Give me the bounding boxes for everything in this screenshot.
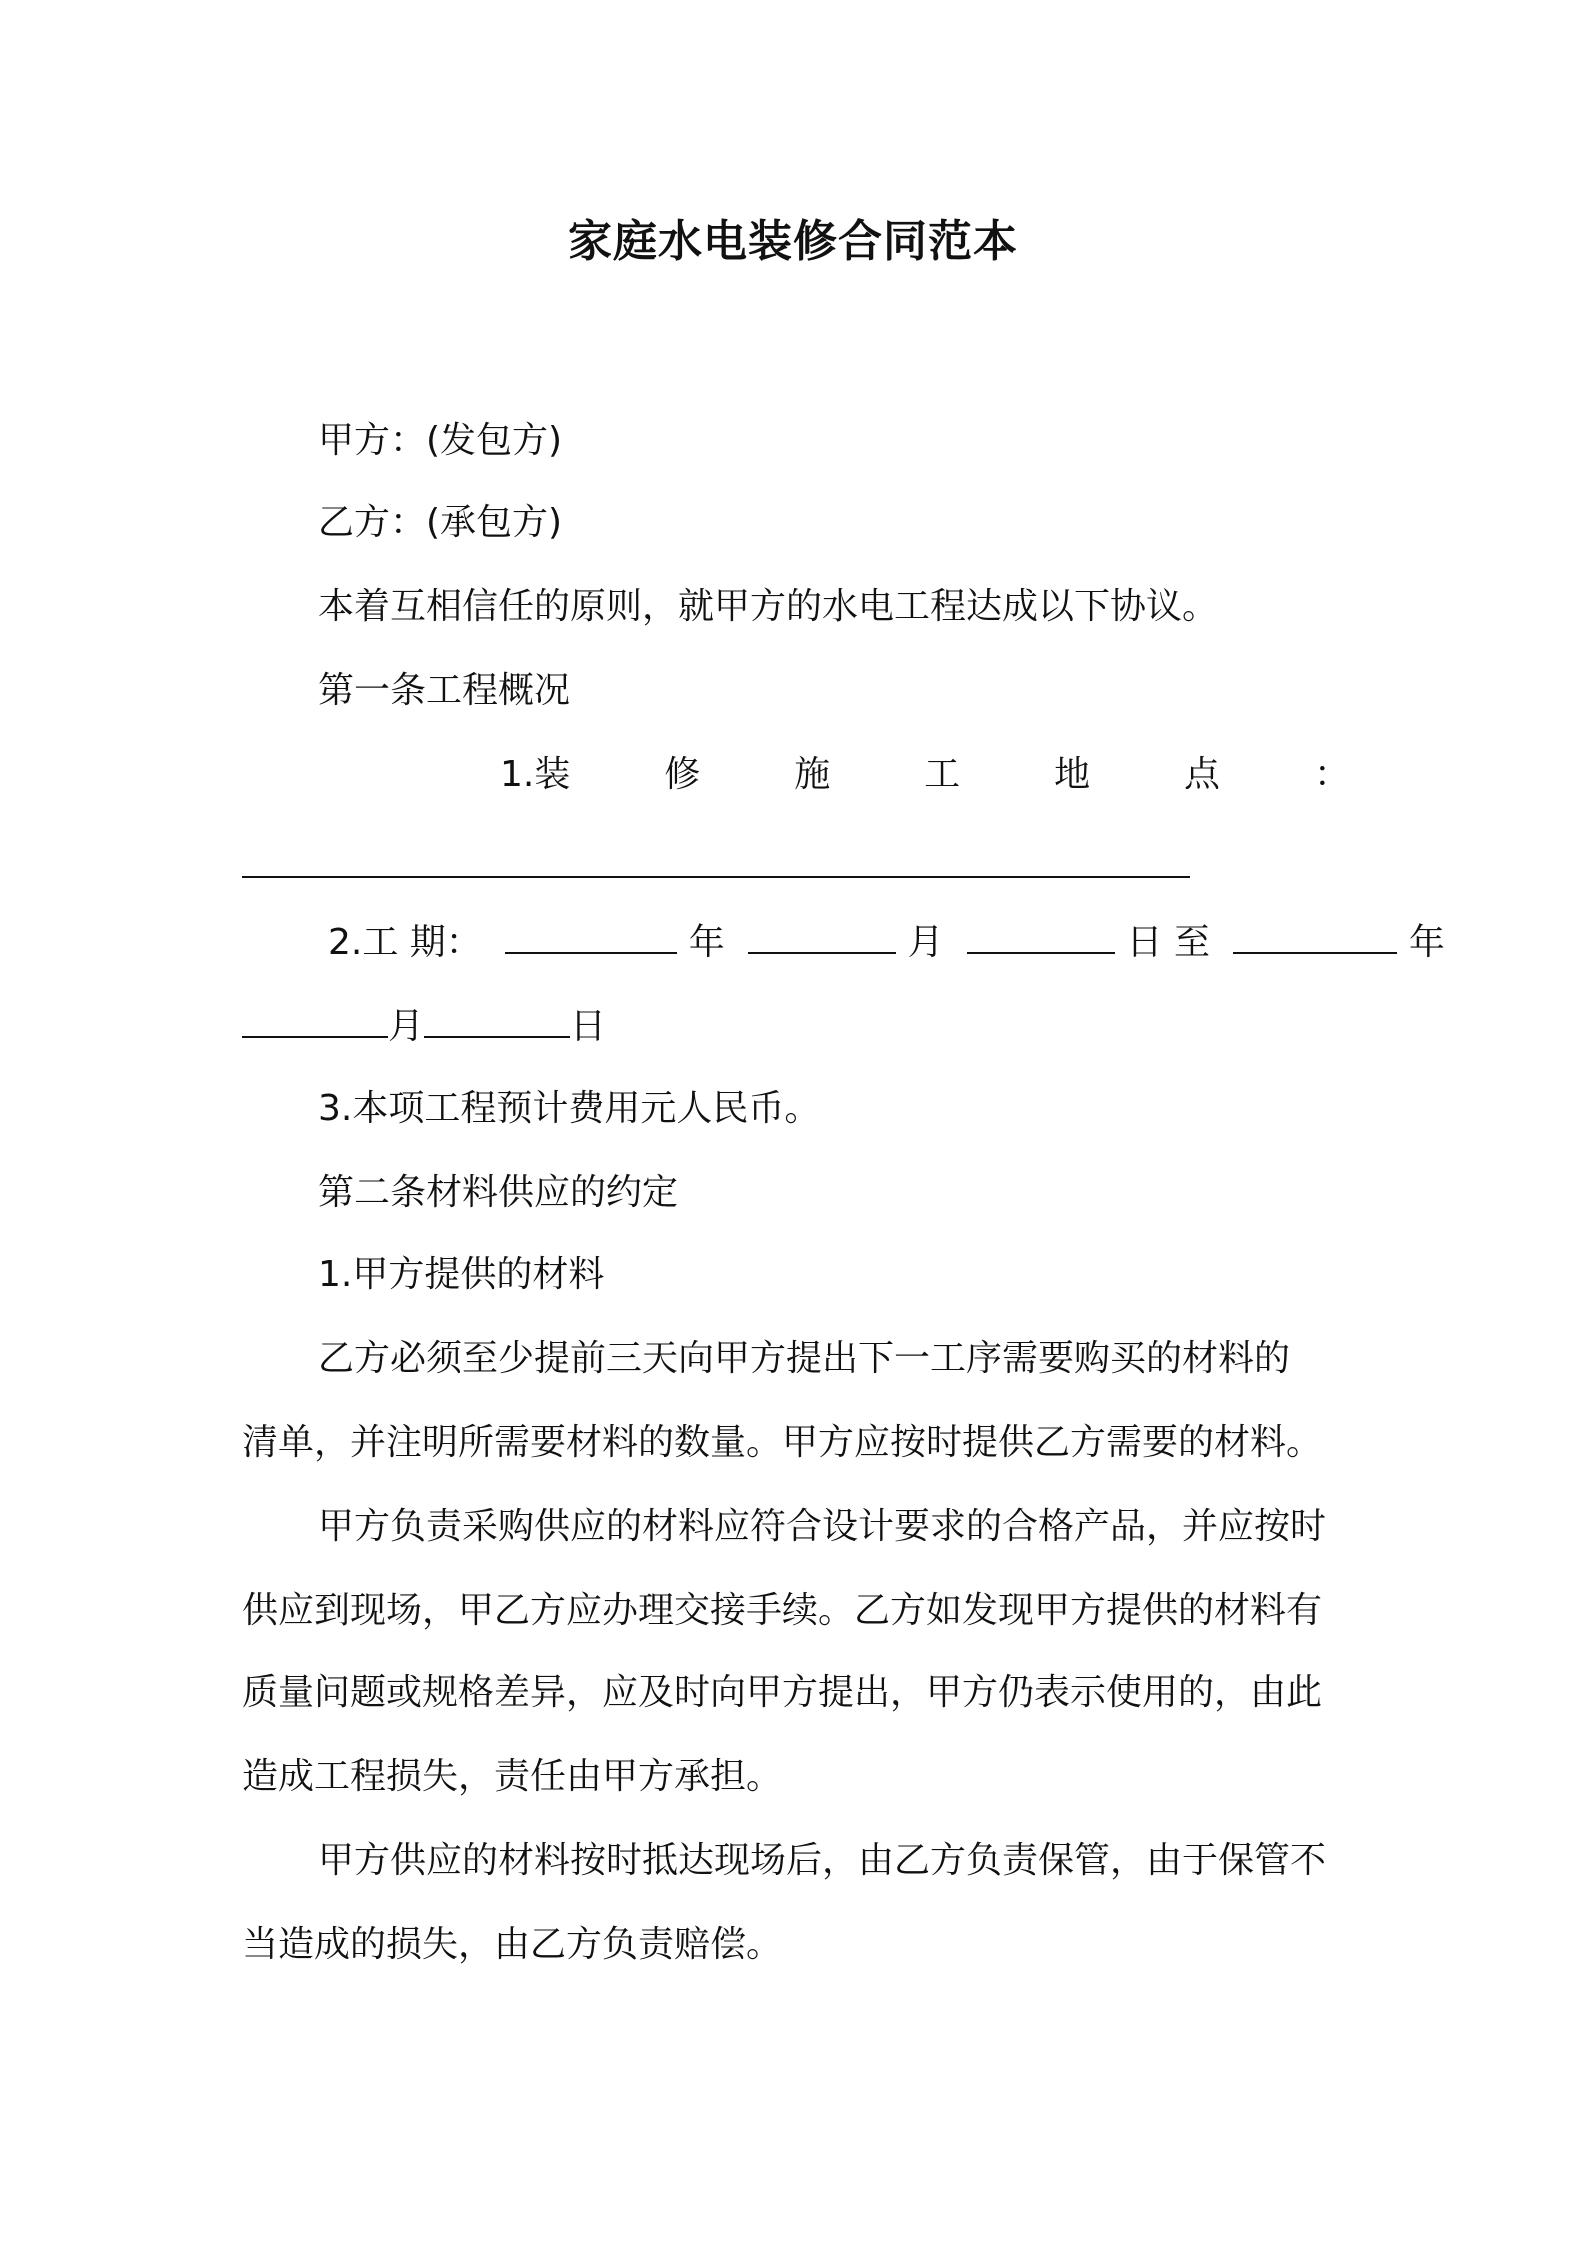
site-address-line <box>500 750 1350 800</box>
materials-heading: 1.甲方提供的材料 <box>318 1254 605 1295</box>
year-blank-1 <box>505 916 677 954</box>
site-label-part: 工 <box>924 754 961 795</box>
year-label-1: 年 <box>688 922 725 963</box>
document-title: 家庭水电装修合同范本 <box>568 216 1018 267</box>
article-1-heading: 第一条工程概况 <box>318 670 571 711</box>
article-2-heading: 第二条材料供应的约定 <box>318 1172 679 1213</box>
period-line <box>328 916 1445 968</box>
site-label-part: 1.装 <box>500 754 571 795</box>
site-label-part: 施 <box>794 754 831 795</box>
period-line-2 <box>242 1000 606 1052</box>
period-label: 2.工 期： <box>328 922 482 963</box>
month-label-1: 月 <box>907 922 944 963</box>
para3-line-1: 甲方供应的材料按时抵达现场后，由乙方负责保管，由于保管不 <box>318 1840 1327 1881</box>
site-label-part: 地 <box>1054 754 1091 795</box>
site-label-part: ： <box>1313 754 1350 795</box>
site-label-part: 修 <box>664 754 701 795</box>
month-blank-2 <box>242 1000 388 1038</box>
day-label-2: 日 <box>570 1006 607 1047</box>
preamble: 本着互相信任的原则，就甲方的水电工程达成以下协议。 <box>318 586 1219 627</box>
year-label-2: 年 <box>1408 922 1445 963</box>
party-b-line: 乙方：(承包方) <box>318 502 563 543</box>
site-label-part: 点 <box>1184 754 1221 795</box>
para1-line-2: 清单，并注明所需要材料的数量。甲方应按时提供乙方需要的材料。 <box>242 1422 1323 1463</box>
party-a-line: 甲方：(发包方) <box>318 420 563 461</box>
year-blank-2 <box>1233 916 1397 954</box>
para2-line-4: 造成工程损失，责任由甲方承担。 <box>242 1756 783 1797</box>
para2-line-1: 甲方负责采购供应的材料应符合设计要求的合格产品，并应按时 <box>318 1506 1327 1547</box>
para3-line-2: 当造成的损失，由乙方负责赔偿。 <box>242 1924 783 1965</box>
day-to-label: 日 至 <box>1126 922 1210 963</box>
month-label-2: 月 <box>388 1006 425 1047</box>
day-blank-1 <box>967 916 1115 954</box>
para2-line-2: 供应到现场，甲乙方应办理交接手续。乙方如发现甲方提供的材料有 <box>242 1590 1323 1631</box>
site-address-blank <box>242 876 1190 878</box>
para1-line-1: 乙方必须至少提前三天向甲方提出下一工序需要购买的材料的 <box>318 1338 1291 1379</box>
cost-line: 3.本项工程预计费用元人民币。 <box>318 1088 821 1129</box>
day-blank-2 <box>424 1000 570 1038</box>
month-blank-1 <box>748 916 896 954</box>
para2-line-3: 质量问题或规格差异，应及时向甲方提出，甲方仍表示使用的，由此 <box>242 1672 1323 1713</box>
